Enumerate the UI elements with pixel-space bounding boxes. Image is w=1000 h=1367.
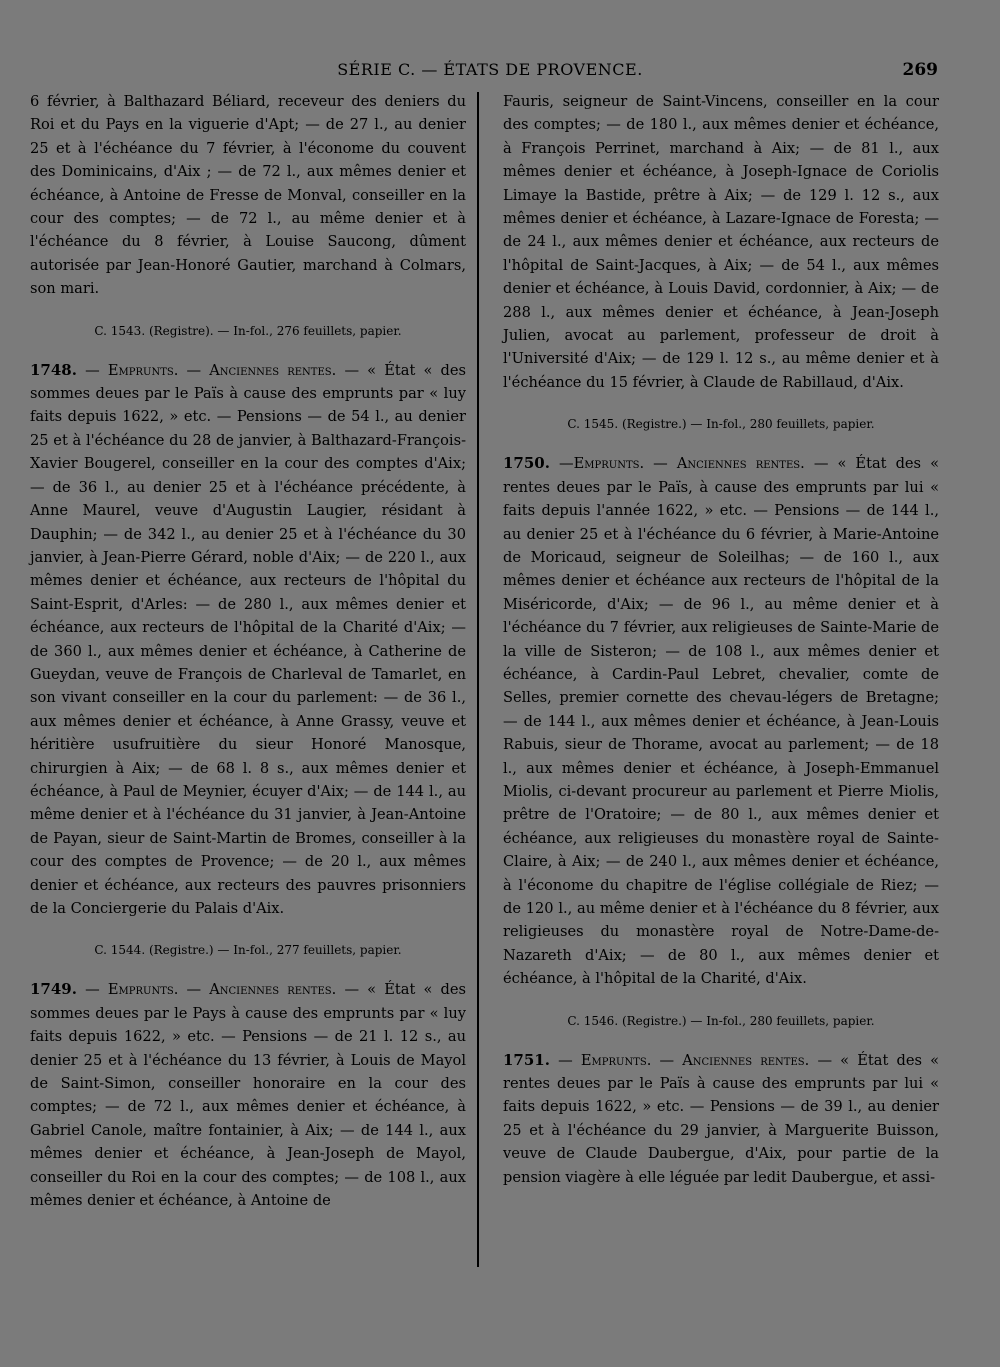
entry-number: 1749.	[30, 980, 77, 999]
left-column	[30, 90, 466, 1212]
entry-1748	[30, 359, 466, 921]
page-header	[0, 60, 1000, 86]
entry-text: — « État des « rentes deues par le Païs à cause des emprunts par lui « faits depuis 1622, » etc. — Pensions — de 39 l., au denier 25 et à l'échéance du 29 janvier, à Marguerite Buisson, veuve de Claude Daubergue, d'Aix, pour partie de la pension viagère à elle léguée par ledit Daubergue, et assi-	[503, 1051, 940, 1186]
entry-number: 1748.	[30, 360, 77, 379]
entry-heading: — Emprunts. — Anciennes rentes.	[558, 1051, 810, 1069]
continued-paragraph: Fauris, seigneur de Saint-Vincens, conseiller en la cour des comptes; — de 180 l., aux mêmes denier et échéance, à François Perrinet, marchand à Aix; — de 81 l., aux mêmes denier et échéance, à Joseph-Ignace de Coriolis Limaye la Bastide, prêtre à Aix; — de 129 l. 12 s., aux mêmes denier et échéance, à Lazare-Ignace de Foresta; — de 24 l., aux mêmes denier et échéance, aux recteurs de l'hôpital de Saint-Jacques, à Aix; — de 54 l., aux mêmes denier et échéance, à Louis David, cordonnier, à Aix; — de 288 l., aux mêmes denier et échéance, à Jean-Joseph Julien, avocat au parlement, professeur de droit à l'Université d'Aix; — de 129 l. 12 s., au même denier et à l'échéance du 15 février, à Claude de Rabillaud, d'Aix.	[503, 93, 939, 391]
right-column	[503, 90, 939, 1189]
archive-reference: C. 1544. (Registre.) — In-fol., 277 feuillets, papier.	[94, 943, 402, 958]
entry-text: — « État « des sommes deues par le Pays à cause des emprunts par « luy faits depuis 1622, » etc. — Pensions — de 21 l. 12 s., au denier 25 et à l'échéance du 13 février, à Louis de Mayol de Saint-Simon, conseiller honoraire en la cour des comptes; — de 72 l., aux mêmes denier et échéance, à Gabriel Canole, maître fontainier, à Aix; — de 144 l., aux mêmes denier et échéance, à Jean-Joseph de Mayol, conseiller du Roi en la cour des comptes; — de 108 l., aux mêmes denier et échéance, à Antoine de	[30, 981, 467, 1210]
archive-reference: C. 1546. (Registre.) — In-fol., 280 feuillets, papier.	[567, 1013, 875, 1028]
running-title: SÉRIE C. — ÉTATS DE PROVENCE.	[337, 60, 643, 79]
entry-number: 1751.	[503, 1050, 550, 1069]
entry-heading: — Emprunts. — Anciennes rentes.	[85, 981, 337, 999]
entry-1750	[503, 452, 939, 990]
archive-reference: C. 1543. (Registre). — In-fol., 276 feuillets, papier.	[94, 323, 402, 338]
entry-heading: — Emprunts. — Anciennes rentes.	[85, 361, 337, 379]
page-number: 269	[902, 60, 938, 80]
entry-1751	[503, 1049, 939, 1189]
column-divider	[477, 92, 479, 1267]
entry-text: — « État des « rentes deues par le Païs, à cause des emprunts par lui « faits depuis l'année 1622, » etc. — Pensions — de 144 l., au denier 25 et à l'échéance du 6 février, à Marie-Antoine de Moricaud, seigneur de Soleilhas; — de 160 l., aux mêmes denier et échéance aux recteurs de l'hôpital de la Miséricorde, d'Aix; — de 96 l., au même denier et à l'échéance du 7 février, aux religieuses de Sainte-Marie de la ville de Sisteron; — de 108 l., aux mêmes denier et échéance, à Cardin-Paul Lebret, chevalier, comte de Selles, premier cornette des chevau-légers de Bretagne; — de 144 l., aux mêmes denier et échéance, à Jean-Louis Rabuis, sieur de Thorame, avocat au parlement; — de 18 l., aux mêmes denier et échéance, à Joseph-Emmanuel Miolis, ci-devant procureur au parlement et Pierre Miolis, prêtre de l'Oratoire; — de 80 l., aux mêmes denier et échéance, aux religieuses du monastère royal de Sainte-Claire, à Aix; — de 240 l., aux mêmes denier et échéance, à l'économe du chapitre de l'église collégiale de Riez; — de 120 l., au même denier et à l'échéance du 8 février, aux religieuses du monastère royal de Notre-Dame-de-Nazareth d'Aix; — de 80 l., aux mêmes denier et échéance, à l'hôpital de la Charité, d'Aix.	[503, 455, 940, 988]
entry-heading: —Emprunts. — Anciennes rentes.	[559, 455, 805, 473]
entry-number: 1750.	[503, 454, 550, 473]
entry-1749	[30, 978, 466, 1212]
continued-paragraph: 6 février, à Balthazard Béliard, receveur des deniers du Roi et du Pays en la viguerie d'Apt; — de 27 l., au denier 25 et à l'échéance du 7 février, à l'économe du couvent des Dominicains, d'Aix ; — de 72 l., aux mêmes denier et échéance, à Antoine de Fresse de Monval, conseiller en la cour des comptes; — de 72 l., au même denier et à l'échéance du 8 février, à Louise Saucong, dûment autorisée par Jean-Honoré Gautier, marchand à Colmars, son mari.	[30, 93, 466, 298]
entry-text: — « État « des sommes deues par le Païs à cause des emprunts par « luy faits depuis 1622, » etc. — Pensions — de 54 l., au denier 25 et à l'échéance du 28 de janvier, à Balthazard-François-Xavier Bougerel, conseiller en la cour des comptes d'Aix; — de 36 l., au denier 25 et à l'échéance précédente, à Anne Maurel, veuve d'Augustin Laugier, résidant à Dauphin; — de 342 l., au denier 25 et à l'échéance du 30 janvier, à Jean-Pierre Gérard, noble d'Aix; — de 220 l., aux mêmes denier et échéance, aux recteurs de l'hôpital du Saint-Esprit, d'Arles: — de 280 l., aux mêmes denier et échéance, aux recteurs de l'hôpital de la Charité d'Aix; — de 360 l., aux mêmes denier et échéance, à Catherine de Gueydan, veuve de François de Charleval de Tamarlet, en son vivant conseiller en la cour du parlement: — de 36 l., aux mêmes denier et échéance, à Anne Grassy, veuve et héritière usufruitière du sieur Honoré Manosque, chirurgien à Aix; — de 68 l. 8 s., aux mêmes denier et échéance, à Paul de Meynier, écuyer d'Aix; — de 144 l., au même denier et à l'échéance du 31 janvier, à Jean-Antoine de Payan, sieur de Saint-Martin de Bromes, conseiller à la cour des comptes de Provence; — de 20 l., aux mêmes denier et échéance, aux recteurs des pauvres prisonniers de la Conciergerie du Palais d'Aix.	[30, 361, 467, 917]
archive-reference: C. 1545. (Registre.) — In-fol., 280 feuillets, papier.	[567, 417, 875, 432]
